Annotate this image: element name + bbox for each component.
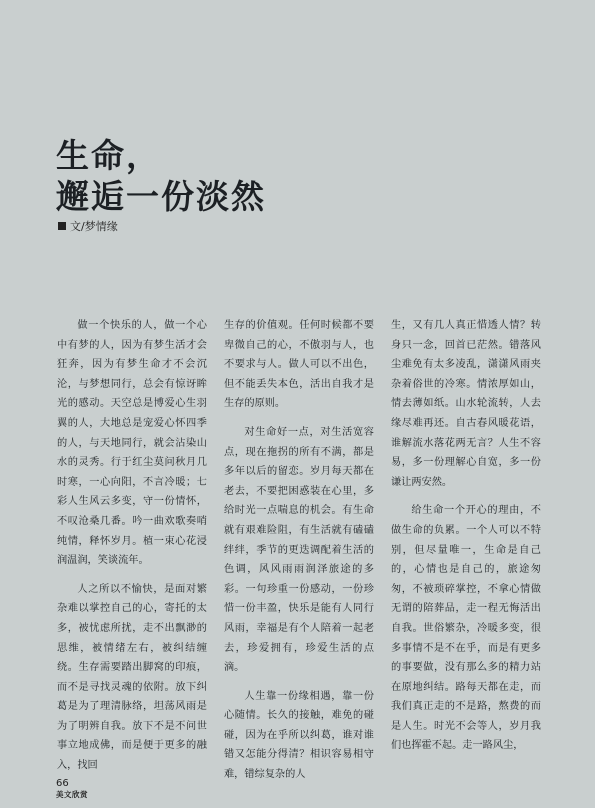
paragraph: 人之所以不愉快，是面对繁杂难以掌控自己的心，寄托的太多，被忧虑所扰，走不出飘渺的思维，被情绪左右，被纠结缠绕。生存需要踏出脚窝的印痕，而不是寻找灵魂的依附。放下纠葛是为了理清脉络，坦荡风雨是为了明辨自我。放下不是不问世事立地成佛，而是便于更多的融入，找回 — [57, 583, 207, 772]
text-column-2 — [224, 316, 374, 785]
page-footer — [56, 778, 88, 800]
paragraph: 给生命一个开心的理由，不做生命的负累。一个人可以不特别，但尽量唯一，生命是自己的，心情也是自己的，旅途匆匆，不被琐碎掌控，不拿心情做无谓的陪葬品，走一程无悔活出自我。世俗繁杂，冷暖多变，很多事情不是不在乎，而是有更多的事要做，没有那么多的精力站在原地纠结。路每天都在走，而我们真正走的不是路，熬费的而是人生。时光不会等人，岁月我们也挥霍不起。走一路风尘， — [391, 505, 541, 752]
paragraph: 对生命好一点，对生活宽容点，现在拖拐的所有不满，都是多年以后的留恋。岁月每天都在老去，不要把困惑装在心里，多给时光一点喘息的机会。有生命就有艰难险阻，有生活就有磕磕绊绊，季节的更迭调配着生活的色调，风风雨雨润泽旅途的多彩。一句珍重一份感动，一份珍惜一份丰盈，快乐是能有人同行风雨，幸福是有个人陪着一起老去，珍爱拥有，珍爱生活的点滴。 — [224, 426, 374, 674]
square-bullet-icon — [58, 222, 66, 230]
title-line-2: 邂逅一份淡然 — [56, 177, 266, 216]
paragraph: 生，又有几人真正惜透人情？转身只一念，回首已茫然。错落风尘难免有太多凌乱，潇潇风雨夹杂着俗世的冷寒。情浓厚如山，情去薄如纸。山水轮流转，人去缘尽难再还。自古春风暖花语，谁解流水落花两无言？人生不容易，多一份理解心自宽，多一份谦让两安然。 — [391, 320, 541, 488]
magazine-name: 美文欣赏 — [56, 790, 88, 799]
text-column-1 — [57, 316, 207, 776]
title-line-1: 生命， — [56, 136, 161, 175]
paragraph: 做一个快乐的人，做一个心中有梦的人，因为有梦生活才会狂奔，因为有梦生命才不会沉沦，与梦想同行，总会有惊讶眸光的感动。天空总是博爱心生羽翼的人，大地总是宠爱心怀四季的人，与天地同行，就会沾染山水的灵秀。行于红尘莫问秋月几时寒，一心向阳，不言冷暖；七彩人生风云多变，守一份情怀，不叹沧桑几番。吟一曲欢歌奏哨纯情，释怀岁月。植一束心花浸润温润，笑谈流年。 — [57, 320, 207, 567]
text-column-3 — [391, 316, 541, 756]
article-title — [56, 135, 266, 217]
page-number: 66 — [56, 778, 69, 789]
paragraph: 生存的价值观。任何时候都不要卑微自己的心，不傲羽与人，也不要求与人。做人可以不出色，但不能丢失本色，活出自我才是生存的原则。 — [224, 320, 374, 410]
author: 文/梦情缘 — [70, 220, 118, 233]
paragraph: 人生靠一份缘相遇，靠一份心随情。长久的接触，难免的碰碰，因为在乎所以纠葛，谁对谁错又怎能分得清？相识容易相守难，错综复杂的人 — [224, 690, 374, 781]
byline — [58, 218, 118, 234]
